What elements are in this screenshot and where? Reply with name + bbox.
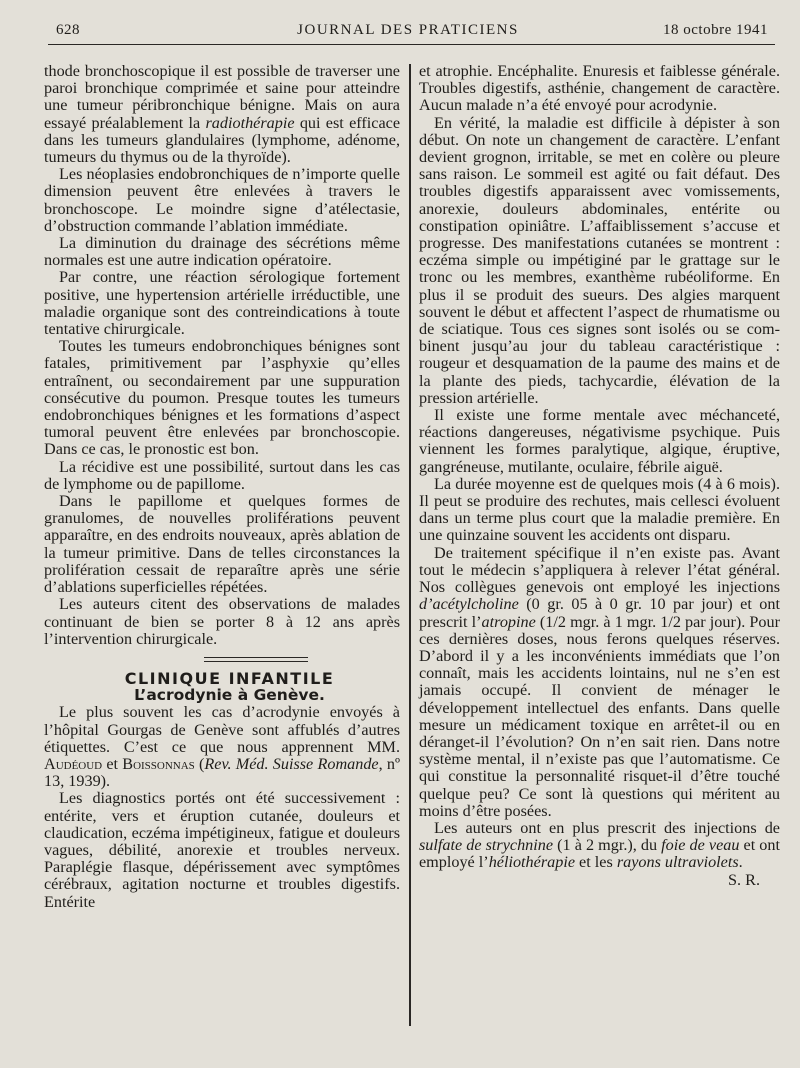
- right-column: [419, 63, 780, 889]
- double-rule-divider: [44, 648, 400, 670]
- paragraph: Les diagnostics portés ont été successivement : entérite, vers et éruption cutanée, douleurs et claudication, eczéma impétigineux, fatigue et douleurs vagues, débilité, anorexie et troubles nerveux. Paraplégie flasque, dépérissement avec symptômes cérébraux, agitation nocturne et troubles digestifs. Entérite: [44, 789, 400, 911]
- paragraph: En vérité, la maladie est difficile à dépister à son début. On note un changement de caractère. L’enfant devient grognon, irritable, se met en colère ou pleure sans raison. Le sommeil est agité ou fait défaut. Des troubles digestifs apparaissent avec vomissements, anorexie, douleurs abdominales, entérite ou constipation opiniâtre. L’affaiblissement s’accuse et progresse. Des manifestations cutanées se montrent : eczéma simple ou impétiginé par le grattage sur le tronc ou les membres, exanthème rubéoliforme. En plus il se produit des sueurs. Des algies marquent souvent le début et affectent l’aspect de rhumatisme ou de sciatique. Tous ces signes sont isolés ou se combinent jusqu’au jour du tableau caractéristique : rougeur et desquamation de la paume des mains et de la plante des pieds, tachycardie, élévation de la pression artérielle.: [419, 113, 780, 407]
- page-number: 628: [56, 22, 80, 38]
- italic-text: foie de veau: [661, 836, 740, 855]
- italic-text: d’acétylcholine: [419, 595, 519, 614]
- italic-text: Rev. Méd. Suisse Romande: [204, 754, 379, 773]
- paragraph: La récidive est une possibilité, surtout dans les cas de lymphome ou de papillome.: [44, 457, 400, 493]
- paragraph: La durée moyenne est de quelques mois (4 à 6 mois). Il peut se produire des rechutes, mais cellesci évoluent dans un terme plus court que la maladie première. En une quinzaine souvent les accidents ont disparu.: [419, 474, 780, 545]
- author-name: Boissonnas: [122, 754, 195, 773]
- italic-text: atropine: [481, 612, 536, 631]
- paragraph: thode bronchoscopique il est possible de traverser une paroi bronchique comprimée et saine pour atteindre une tumeur péribronchique bénigne. Mais on aura essayé préalablement la radiothérapie qui est efficace dans les tumeurs glandulaires (lymphome, adénome, tumeurs du thymus ou de la thyroïde).: [44, 62, 400, 167]
- column-separator: [409, 64, 411, 1026]
- paragraph: Dans le papillome et quelques formes de granulomes, de nouvelles proliférations peuvent apparaître, en des endroits nouveaux, après ablation de la tumeur primitive. Dans de telles circonstances la prolifération cessait de reparaître après une série d’ablations superficielles répétées.: [44, 492, 400, 597]
- paragraph: Toutes les tumeurs endobronchiques bénignes sont fatales, primitivement par l’asphyxie qu’elles entraînent, ou secondairement par une suppuration consécutive du poumon. Presque toutes les tumeurs endobronchiques bénignes et les formations d’aspect tumoral peuvent être enlevées par bronchoscopie. Dans ce cas, le pronostic est bon.: [44, 337, 400, 459]
- paragraph-text: Les auteurs ont en plus prescrit des injections de sulfate de strychnine (1 à 2 mgr.), du foie de veau et ont employé l’héliothérapie et les rayons ultraviolets.: [419, 818, 780, 872]
- paragraph: Les auteurs citent des observations de malades continuant de bien se porter 8 à 12 ans après l’intervention chirurgicale.: [44, 595, 400, 648]
- italic-text: héliothérapie: [488, 853, 575, 872]
- article-title: L’acrodynie à Genève.: [134, 686, 325, 705]
- paragraph: La diminution du drainage des sécrétions même normales est une autre indication opératoire.: [44, 234, 400, 270]
- section-title: CLINIQUE INFANTILE: [124, 668, 335, 688]
- paragraph: Les néoplasies endobronchiques de n’importe quelle dimension peuvent être enlevées à travers le bronchoscope. Le moindre signe d’atélectasie, d’obstruction commande l’ablation immédiate.: [44, 165, 400, 235]
- italic-text: sulfate de strychnine: [419, 836, 554, 855]
- paragraph: Le plus souvent les cas d’acrodynie envoyés à l’hôpital Gourgas de Genève sont affublés d’autres étiquettes. C’est ce que nous apprennent MM. Audéoud et Boissonnas (Rev. Méd. Suisse Romande, nº 13, 1939).: [44, 703, 400, 791]
- author-name: Audéoud: [44, 754, 103, 773]
- author-signature: S. R.: [728, 870, 760, 889]
- header-rule: [48, 44, 775, 45]
- journal-title: JOURNAL DES PRATICIENS: [297, 22, 519, 38]
- page-header: [48, 18, 768, 40]
- paragraph: Par contre, une réaction sérologique fortement positive, une hypertension artérielle irréductible, une maladie organique sont des contreindications à toute tentative chirurgicale.: [44, 268, 400, 339]
- left-column: [44, 63, 400, 911]
- paragraph: De traitement spécifique il n’en existe pas. Avant tout le médecin s’appliquera à relever l’état général. Nos collègues genevois ont employé les injections d’acétylcholine (0 gr. 05 à 0 gr. 10 par jour) et ont prescrit l’atropine (1/2 mgr. à 1 mgr. 1/2 par jour). Pour ces dernières doses, nous ferons quelques réserves. D’abord il y a les inconvénients immédiats que l’on connaît, mais les accidents lointains, nul ne s’en est jamais occupé. Il convient de ménager le développement intellectuel des enfants. Dans quelle mesure un médicament toxique en arrêtet-il ou en déranget-il l’évolution? On n’en sait rien. Dans notre système mental, il n’existe pas que l’automatisme. Ce qui constitue la personnalité risquet-il d’être touché quelque peu? Ce sont là questions qui méritent au moins d’être posées.: [419, 543, 780, 820]
- italic-text: rayons ultraviolets: [616, 853, 739, 872]
- italic-text: radiothérapie: [205, 113, 295, 132]
- paragraph: [419, 818, 780, 889]
- paragraph: et atrophie. Encéphalite. Enuresis et faiblesse générale. Troubles digestifs, asthénie, changement de caractère. Aucun malade n’a été envoyé pour acrodynie.: [419, 62, 780, 115]
- issue-date: 18 octobre 1941: [663, 22, 768, 38]
- paragraph: Il existe une forme mentale avec méchanceté, réactions dangereuses, négativisme psychique. Puis viennent les formes paralytique, algique, éruptive, gangréneuse, mutilante, oculaire, fébrile aiguë.: [419, 406, 780, 476]
